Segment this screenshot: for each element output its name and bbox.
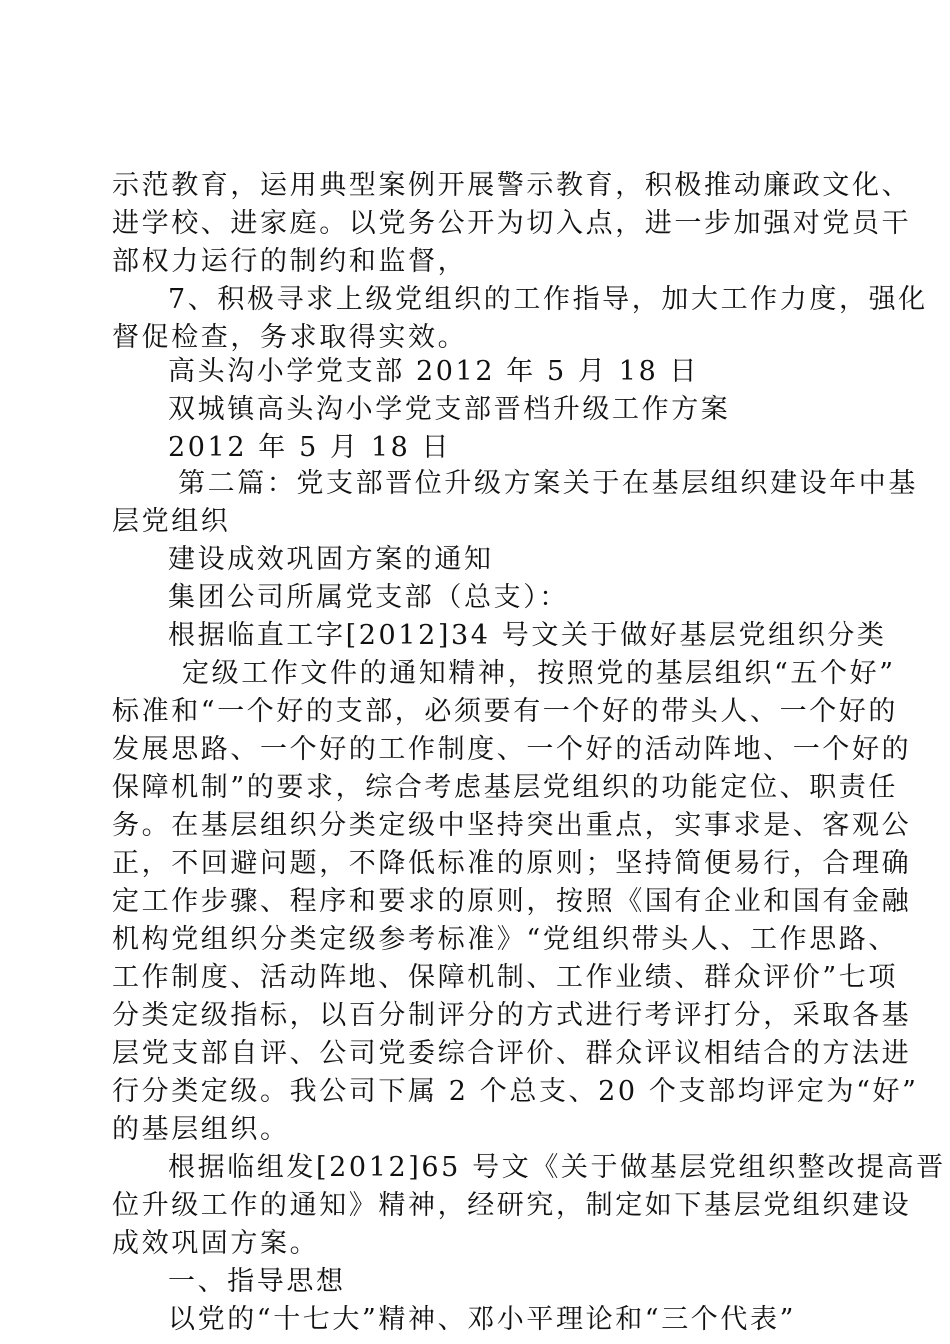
text-line: 根据临直工字[2012]34 号文关于做好基层党组织分类 [168, 620, 887, 651]
text-line: 7、积极寻求上级党组织的工作指导，加大工作力度，强化 [168, 284, 928, 315]
text-line: 层党组织 [112, 506, 231, 537]
text-line: 进学校、进家庭。以党务公开为切入点，进一步加强对党员干 [112, 208, 912, 239]
text-line: 定级工作文件的通知精神，按照党的基层组织“五个好” [182, 658, 896, 689]
text-line: 部权力运行的制约和监督， [112, 246, 468, 277]
text-line: 机构党组织分类定级参考标准》“党组织带头人、工作思路、 [112, 924, 899, 955]
text-line: 行分类定级。我公司下属 2 个总支、20 个支部均评定为“好” [112, 1076, 919, 1107]
text-line: 高头沟小学党支部 2012 年 5 月 18 日 [168, 356, 700, 387]
text-line: 务。在基层组织分类定级中坚持突出重点，实事求是、客观公 [112, 810, 912, 841]
text-line: 2012 年 5 月 18 日 [168, 432, 452, 463]
text-line: 双城镇高头沟小学党支部晋档升级工作方案 [168, 394, 731, 425]
text-line: 以党的“十七大”精神、邓小平理论和“三个代表” [168, 1304, 797, 1335]
text-line: 的基层组织。 [112, 1114, 290, 1145]
text-line: 督促检查，务求取得实效。 [112, 322, 468, 353]
text-line: 建设成效巩固方案的通知 [168, 544, 494, 575]
text-line: 第二篇：党支部晋位升级方案关于在基层组织建设年中基 [178, 468, 918, 499]
text-line: 保障机制”的要求，综合考虑基层党组织的功能定位、职责任 [112, 772, 899, 803]
text-line: 正，不回避问题，不降低标准的原则；坚持简便易行，合理确 [112, 848, 912, 879]
text-line: 分类定级指标，以百分制评分的方式进行考评打分，采取各基 [112, 1000, 912, 1031]
text-line: 示范教育，运用典型案例开展警示教育，积极推动廉政文化、 [112, 170, 912, 201]
text-line: 位升级工作的通知》精神，经研究，制定如下基层党组织建设 [112, 1190, 912, 1221]
text-line: 层党支部自评、公司党委综合评价、群众评议相结合的方法进 [112, 1038, 912, 1069]
text-line: 发展思路、一个好的工作制度、一个好的活动阵地、一个好的 [112, 734, 912, 765]
text-line: 集团公司所属党支部（总支）： [168, 582, 569, 613]
text-line: 一、指导思想 [168, 1266, 346, 1297]
text-line: 成效巩固方案。 [112, 1228, 320, 1259]
text-line: 标准和“一个好的支部，必须要有一个好的带头人、一个好的 [112, 696, 899, 727]
text-line: 根据临组发[2012]65 号文《关于做基层党组织整改提高晋 [168, 1152, 946, 1183]
text-line: 工作制度、活动阵地、保障机制、工作业绩、群众评价”七项 [112, 962, 899, 993]
text-line: 定工作步骤、程序和要求的原则，按照《国有企业和国有金融 [112, 886, 912, 917]
